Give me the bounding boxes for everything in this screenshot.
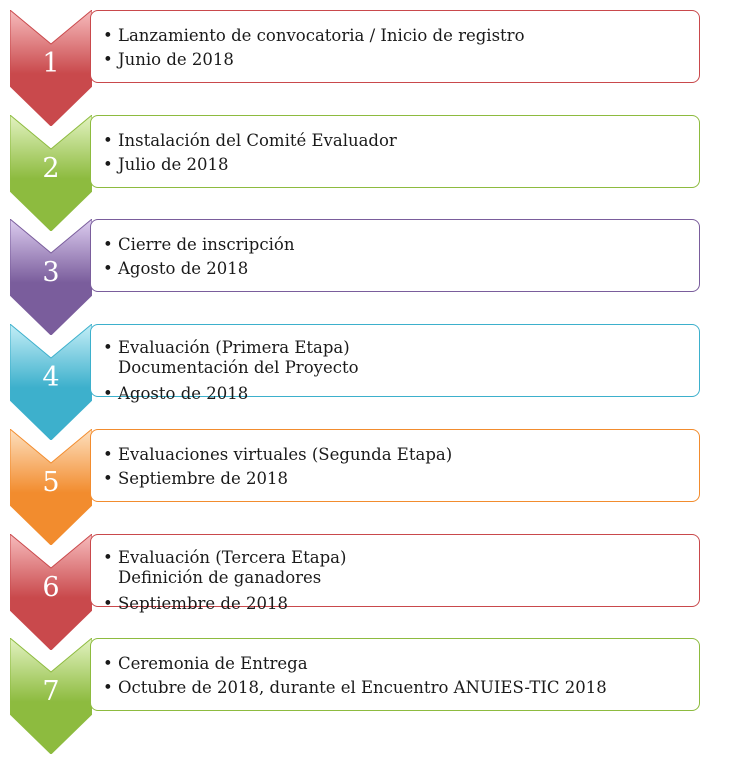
step-2 bbox=[0, 105, 730, 225]
step-number: 5 bbox=[42, 466, 60, 498]
bullet-item: • Lanzamiento de convocatoria / Inicio de registro bbox=[103, 24, 699, 48]
step-5-details bbox=[90, 429, 700, 502]
step-7-details bbox=[90, 638, 700, 711]
bullet-item: • Evaluación (Tercera Etapa) Definición de ganadores bbox=[103, 548, 699, 592]
bullet-item: • Octubre de 2018, durante el Encuentro ANUIES-TIC 2018 bbox=[103, 676, 699, 700]
bullet-item: • Agosto de 2018 bbox=[103, 257, 699, 281]
bullet-item: • Evaluación (Primera Etapa) Documentación del Proyecto bbox=[103, 338, 699, 382]
step-3-details bbox=[90, 219, 700, 292]
bullet-item: • Evaluaciones virtuales (Segunda Etapa) bbox=[103, 443, 699, 467]
step-7 bbox=[0, 628, 730, 748]
step-6 bbox=[0, 524, 730, 644]
bullet-item: • Instalación del Comité Evaluador bbox=[103, 129, 699, 153]
bullet-item: • Junio de 2018 bbox=[103, 48, 699, 72]
step-5 bbox=[0, 419, 730, 539]
bullet-item: • Ceremonia de Entrega bbox=[103, 652, 699, 676]
bullet-item: • Cierre de inscripción bbox=[103, 233, 699, 257]
step-number: 7 bbox=[42, 676, 60, 708]
step-number: 3 bbox=[42, 257, 60, 289]
bullet-item: • Agosto de 2018 bbox=[103, 382, 699, 406]
bullet-item: • Septiembre de 2018 bbox=[103, 592, 699, 616]
bullet-item: • Julio de 2018 bbox=[103, 153, 699, 177]
step-number: 4 bbox=[42, 362, 60, 394]
step-3 bbox=[0, 209, 730, 329]
step-number: 2 bbox=[42, 152, 60, 184]
step-1-details bbox=[90, 10, 700, 83]
step-number: 1 bbox=[42, 48, 60, 79]
step-2-details bbox=[90, 115, 700, 188]
step-4 bbox=[0, 314, 730, 434]
step-number: 6 bbox=[42, 571, 60, 603]
bullet-item: • Septiembre de 2018 bbox=[103, 467, 699, 491]
step-6-details bbox=[90, 534, 700, 613]
step-4-details bbox=[90, 324, 700, 404]
step-1 bbox=[0, 0, 730, 120]
